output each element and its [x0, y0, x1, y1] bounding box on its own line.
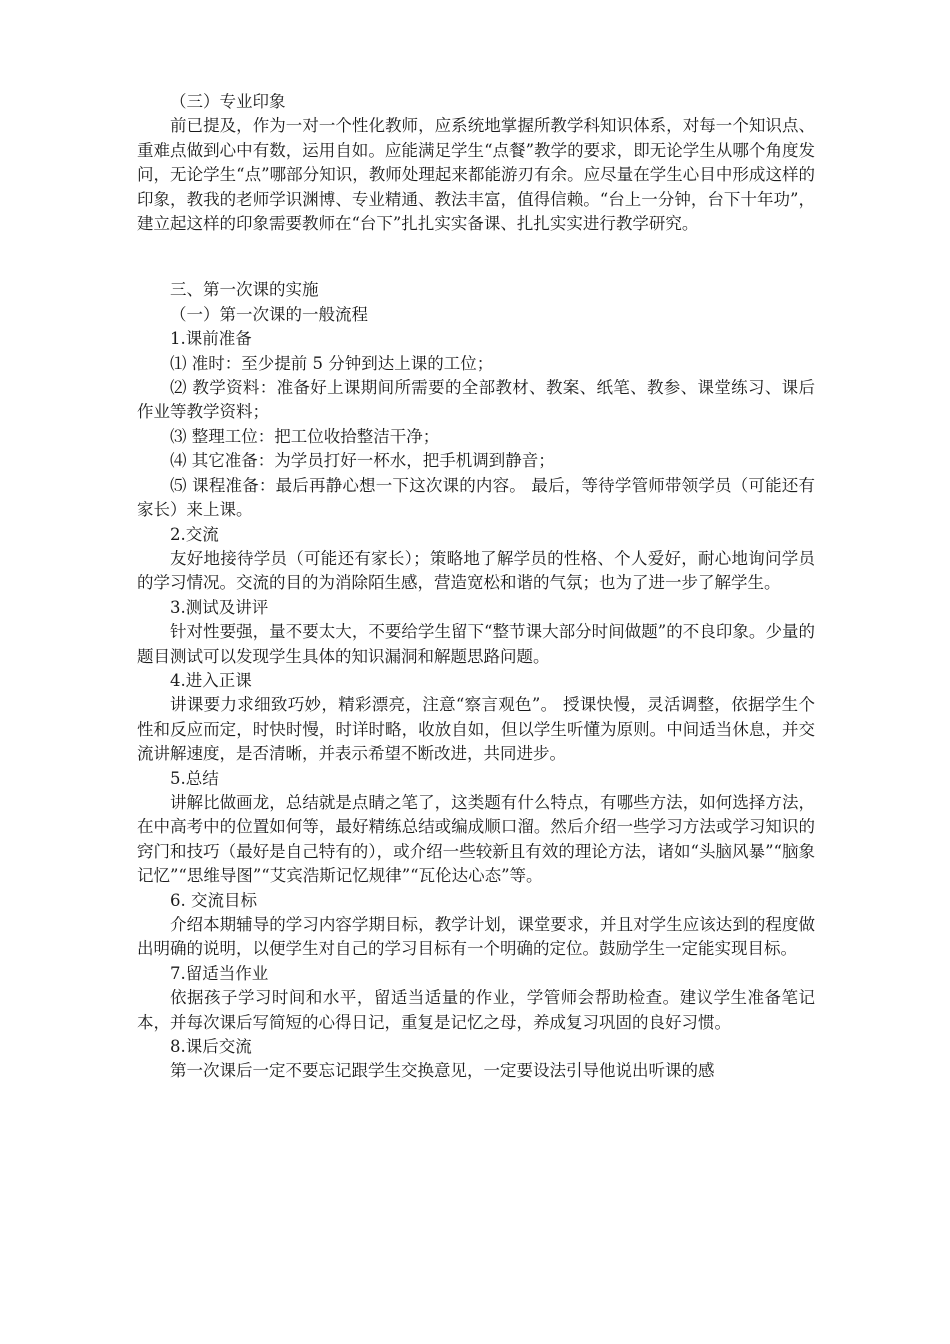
step-1-item-1: ⑴ 准时：至少提前 5 分钟到达上课的工位；	[170, 353, 494, 373]
step-3-body: 针对性要强，量不要太大，不要给学生留下“整节课大部分时间做题”的不良印象。少量的题目测试可以发现学生具体的知识漏洞和解题思路问题。	[137, 622, 815, 666]
subsection-one-title: （一）第一次课的一般流程	[170, 304, 368, 324]
step-1-item-5: ⑸ 课程准备：最后再静心想一下这次课的内容。 最后，等待学管师带领学员（可能还有家长）来上课。	[137, 475, 815, 520]
step-5-title: 5.总结	[170, 768, 219, 788]
step-6-body: 介绍本期辅导的学习内容学期目标，教学计划，课堂要求，并且对学生应该达到的程度做出明确的说明，以便学生对自己的学习目标有一个明确的定位。鼓励学生一定能实现目标。	[137, 915, 815, 959]
step-5-body: 讲解比做画龙，总结就是点睛之笔了，这类题有什么特点，有哪些方法，如何选择方法，在中高考中的位置如何等，最好精练总结或编成顺口溜。然后介绍一些学习方法或学习知识的窍门和技巧（最好是自己特有的），或介绍一些较新且有效的理论方法，诸如“头脑风暴”“脑象记忆”“思维导图”“艾宾浩斯记忆规律”“瓦伦达心态”等。	[137, 792, 815, 886]
section-three-heading: （三）专业印象	[170, 92, 286, 111]
step-1-item-3: ⑶ 整理工位：把工位收拾整洁干净；	[170, 426, 440, 446]
document-page	[137, 90, 815, 1084]
step-6-title: 6. 交流目标	[170, 890, 257, 910]
step-1-title: 1.课前准备	[170, 329, 252, 349]
step-4-body: 讲课要力求细致巧妙，精彩漂亮，注意“察言观色”。 授课快慢，灵活调整，依据学生个性和反应而定，时快时慢，时详时略，收放自如，但以学生听懂为原则。中间适当休息，并交流讲解速度，是否清晰，并表示希望不断改进，共同进步。	[137, 695, 815, 764]
step-2-body: 友好地接待学员（可能还有家长）；策略地了解学员的性格、个人爱好，耐心地询问学员的学习情况。交流的目的为消除陌生感，营造宽松和谐的气氛；也为了进一步了解学生。	[137, 548, 815, 593]
step-7-title: 7.留适当作业	[170, 963, 269, 983]
step-7-body: 依据孩子学习时间和水平，留适当适量的作业，学管师会帮助检查。建议学生准备笔记本，并每次课后写简短的心得日记，重复是记忆之母，养成复习巩固的良好习惯。	[137, 988, 815, 1032]
section-gap	[137, 236, 815, 278]
section-three-body: 前已提及，作为一对一个性化教师，应系统地掌握所教学科知识体系，对每一个知识点、重难点做到心中有数，运用自如。应能满足学生“点餐”教学的要求，即无论学生从哪个角度发问，无论学生“点”哪部分知识，教师处理起来都能游刃有余。应尽量在学生心目中形成这样的印象，教我的老师学识渊博、专业精通、教法丰富，值得信赖。“台上一分钟，台下十年功”，建立起这样的印象需要教师在“台下”扎扎实实备课、扎扎实实进行教学研究。	[137, 116, 815, 234]
step-8-title: 8.课后交流	[170, 1037, 252, 1057]
step-3-title: 3.测试及讲评	[170, 597, 269, 617]
step-1-item-2: ⑵ 教学资料：准备好上课期间所需要的全部教材、教案、纸笔、教参、课堂练习、课后作业等教学资料；	[137, 378, 815, 422]
step-2-title: 2.交流	[170, 524, 219, 544]
part-three-title: 三、第一次课的实施	[170, 280, 319, 300]
step-8-body: 第一次课后一定不要忘记跟学生交换意见，一定要设法引导他说出听课的感	[170, 1061, 715, 1081]
step-1-item-4: ⑷ 其它准备：为学员打好一杯水，把手机调到静音；	[170, 451, 555, 471]
step-4-title: 4.进入正课	[170, 670, 252, 690]
